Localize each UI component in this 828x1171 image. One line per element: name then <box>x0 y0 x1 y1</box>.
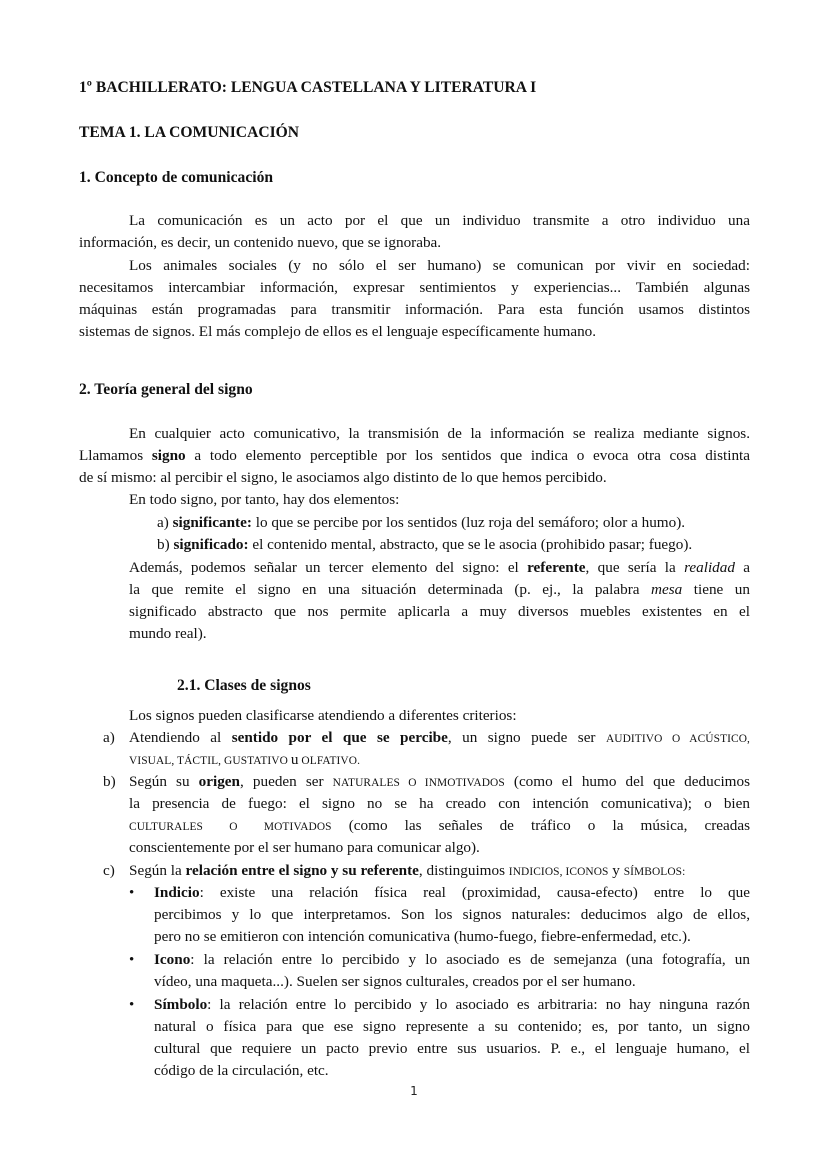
section-1-paragraph-2-line-3: máquinas están programadas para transmitir información. Para esta función usamos distintos <box>79 301 750 318</box>
section-2-paragraph-3-line-4: mundo real). <box>129 625 207 642</box>
text-run: , un signo puede ser <box>447 729 606 746</box>
text-run: u <box>290 751 299 768</box>
criterion-c-line-1 <box>129 860 685 883</box>
text-run: , distinguimos <box>418 862 509 879</box>
small-caps-run: SÍMBOLOS: <box>623 866 686 878</box>
small-caps-run: AUDITIVO O ACÚSTICO, <box>605 733 750 745</box>
small-caps-run: INDICIOS, ICONOS <box>508 866 609 878</box>
text-run: Atendiendo al <box>129 729 232 746</box>
text-run: , que sería la <box>585 559 685 576</box>
small-caps-run: NATURALES O INMOTIVADOS <box>332 777 505 789</box>
text-run: la que remite el signo en una situación determinada (p. ej., la palabra <box>129 581 652 598</box>
section-1-heading: 1. Concepto de comunicación <box>79 169 274 186</box>
criterion-b-line-1 <box>129 771 750 794</box>
text-run: a todo elemento perceptible por los sentidos que indica o evoca otra cosa distinta <box>185 447 750 464</box>
section-2-1-intro: Los signos pueden clasificarse atendiendo a diferentes criterios: <box>129 707 517 724</box>
criterion-b-line-2: la presencia de fuego: el signo no se ha creado con intención comunicativa); o bien <box>129 795 750 812</box>
list-marker-a: a) <box>103 729 115 746</box>
text-run: : la relación entre lo percibido y lo asociado es de semejanza (una fotografía, un <box>190 951 750 968</box>
section-2-paragraph-3-line-1 <box>129 557 750 579</box>
page-number: 1 <box>410 1084 418 1098</box>
term-signo: signo <box>151 447 186 464</box>
text-run: lo que se percibe por los sentidos (luz roja del semáforo; olor a humo). <box>251 514 686 531</box>
section-2-1-heading: 2.1. Clases de signos <box>177 677 311 694</box>
criterion-b-line-4: conscientemente por el ser humano para comunicar algo). <box>129 839 480 856</box>
term-simbolo: Símbolo <box>154 996 208 1013</box>
text-run: : la relación entre lo percibido y lo asociado es arbitraria: no hay ninguna razón <box>207 996 750 1013</box>
bullet-icono-line-2: vídeo, una maqueta...). Suelen ser signos culturales, creados por el ser humano. <box>154 973 636 990</box>
text-run: (como las señales de tráfico o la música, creadas <box>331 817 750 834</box>
criterion-a-line-2 <box>129 749 360 772</box>
section-1-paragraph-2-line-2: necesitamos intercambiar información, expresar sentimientos y experiencias... También algunas <box>79 279 750 296</box>
term-origen: origen <box>198 773 240 790</box>
term-relacion: relación entre el signo y su referente <box>185 862 419 879</box>
text-run: (como el humo del que deducimos <box>504 773 750 790</box>
text-run: Según su <box>129 773 199 790</box>
section-1-paragraph-1-line-2: información, es decir, un contenido nuevo, que se ignoraba. <box>79 234 442 251</box>
text-run: el contenido mental, abstracto, que se le asocia (prohibido pasar; fuego). <box>248 536 693 553</box>
section-2-heading: 2. Teoría general del signo <box>79 381 253 398</box>
small-caps-run: VISUAL, TÁCTIL, GUSTATIVO <box>129 755 291 767</box>
text-run: a <box>734 559 750 576</box>
criterion-b-line-3 <box>129 815 750 838</box>
section-1-paragraph-2-line-1: Los animales sociales (y no sólo el ser humano) se comunican por vivir en sociedad: <box>129 257 750 274</box>
text-run: : existe una relación física real (proximidad, causa-efecto) entre lo que <box>199 884 750 901</box>
list-marker-c: c) <box>103 862 115 879</box>
text-run: Además, podemos señalar un tercer elemento del signo: el <box>129 559 528 576</box>
term-realidad: realidad <box>684 559 735 576</box>
bullet-icon: • <box>129 997 135 1013</box>
bullet-indicio-line-2: percibimos y lo que interpretamos. Son los signos naturales: deducimos algo de ellos, <box>154 906 750 923</box>
section-2-paragraph-1-line-1: En cualquier acto comunicativo, la transmisión de la información se realiza mediante signos. <box>129 425 750 442</box>
item-marker: a) <box>157 514 173 531</box>
bullet-indicio-line-3: pero no se emitieron con intención comunicativa (humo-fuego, fiebre-enfermedad, etc.). <box>154 928 691 945</box>
term-icono: Icono <box>154 951 191 968</box>
bullet-icon: • <box>129 885 135 901</box>
text-run: Según la <box>129 862 186 879</box>
term-significante: significante: <box>172 514 252 531</box>
course-title: 1º BACHILLERATO: LENGUA CASTELLANA Y LITERATURA I <box>79 79 537 96</box>
bullet-icon: • <box>129 952 135 968</box>
text-run: y <box>608 862 624 879</box>
bullet-simbolo-line-2: natural o física para que ese signo represente a su contenido; es, por tanto, un signo <box>154 1018 750 1035</box>
section-1-paragraph-2-line-4: sistemas de signos. El más complejo de ellos es el lenguaje específicamente humano. <box>79 323 597 340</box>
bullet-indicio-line-1 <box>154 882 750 904</box>
bullet-simbolo-line-1 <box>154 994 750 1016</box>
small-caps-run: OLFATIVO. <box>298 755 361 767</box>
element-item-significado <box>157 534 692 556</box>
section-2-paragraph-3-line-3: significado abstracto que nos permite aplicarla a muy diversos muebles existentes en el <box>129 603 750 620</box>
term-referente: referente <box>527 559 586 576</box>
criterion-a-line-1 <box>129 727 750 750</box>
term-sentido: sentido por el que se percibe <box>231 729 448 746</box>
small-caps-run: CULTURALES O MOTIVADOS <box>129 821 332 833</box>
section-1-paragraph-1-line-1: La comunicación es un acto por el que un individuo transmite a otro individuo una <box>129 212 750 229</box>
element-item-significante <box>157 512 685 534</box>
term-indicio: Indicio <box>154 884 200 901</box>
section-2-paragraph-2: En todo signo, por tanto, hay dos elementos: <box>129 491 400 508</box>
section-2-paragraph-1-line-3: de sí mismo: al percibir el signo, le asociamos algo distinto de lo que hemos percibido. <box>79 469 607 486</box>
list-marker-b: b) <box>103 773 116 790</box>
section-2-paragraph-1-line-2 <box>79 445 750 467</box>
bullet-simbolo-line-4: código de la circulación, etc. <box>154 1062 329 1079</box>
term-mesa: mesa <box>651 581 683 598</box>
bullet-icono-line-1 <box>154 949 750 971</box>
term-significado: significado: <box>173 536 249 553</box>
item-marker: b) <box>157 536 174 553</box>
section-2-paragraph-3-line-2 <box>129 579 750 601</box>
text-run: , pueden ser <box>240 773 333 790</box>
text-run: tiene un <box>682 581 750 598</box>
bullet-simbolo-line-3: cultural que requiere un pacto previo entre sus usuarios. P. e., el lenguaje humano, el <box>154 1040 750 1057</box>
topic-title: TEMA 1. LA COMUNICACIÓN <box>79 124 300 141</box>
text-run: Llamamos <box>79 447 152 464</box>
